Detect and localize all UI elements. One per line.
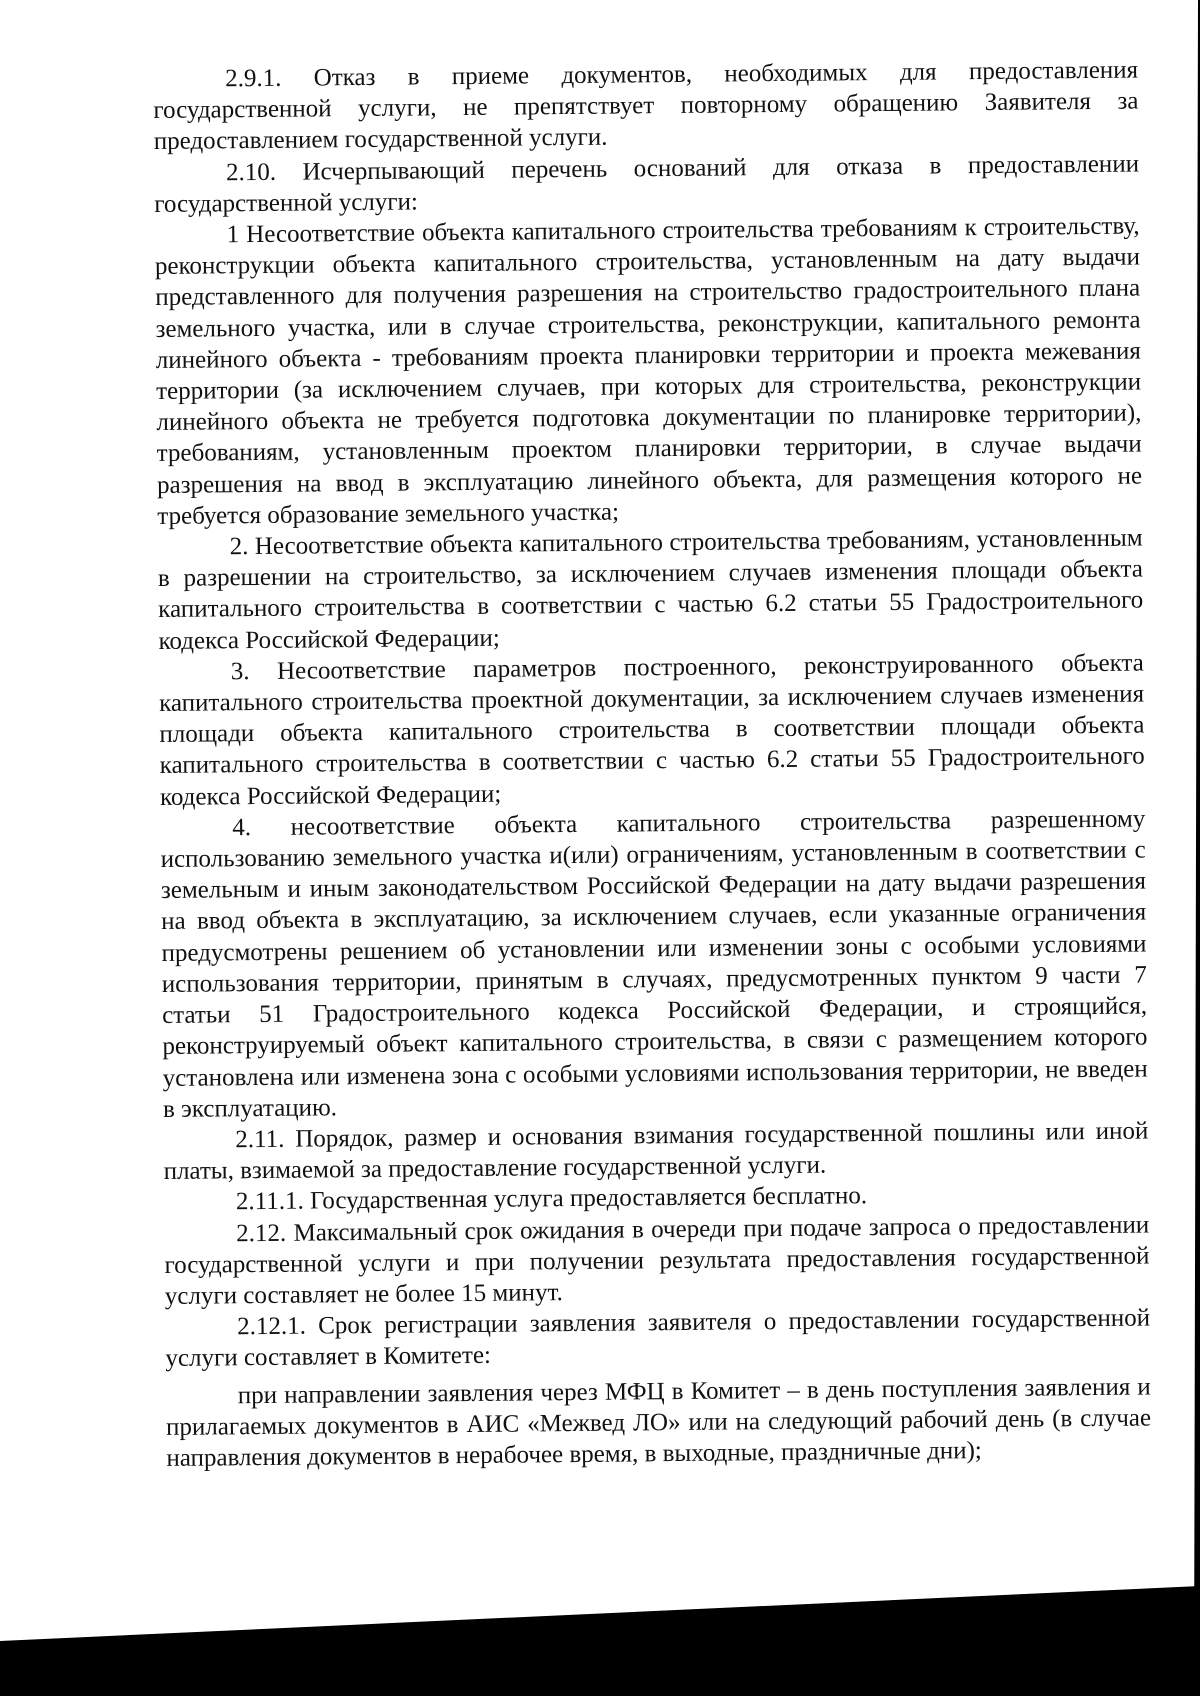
scan-bottom-border	[0, 1586, 1200, 1696]
paragraph-mfc-submission: при направлении заявления через МФЦ в Комитет – в день поступления заявления и прилагаемых документов в АИС «Межвед ЛО» или на следующий рабочий день (в случае направления документов в нерабочее время, в выходные, праздничные дни);	[165, 1373, 1152, 1472]
paragraph-2-10: 2.10. Исчерпывающий перечень оснований для отказа в предоставлении государственной услуги:	[154, 150, 1140, 218]
document-body	[153, 55, 1151, 1475]
scan-shadow-edge	[1194, 0, 1200, 1696]
paragraph-ground-1: 1 Несоответствие объекта капитального строительства требованиям к строительству, реконструкции объекта капитального строительства, установленным на дату выдачи представленного для получения разрешения на строительство градостроительного плана земельного участка, или в случае строительства, реконструкции, капитального ремонта линейного объекта - требованиям проекта планировки территории и проекта межевания территории (за исключением случаев, при которых для строительства, реконструкции линейного объекта не требуется подготовка документации по планировке территории), требованиям, установленным проектом планировки территории, в случае выдачи разрешения на ввод в эксплуатацию линейного объекта, для размещения которого не требуется образование земельного участка;	[154, 212, 1143, 530]
paragraph-2-12: 2.12. Максимальный срок ожидания в очереди при подаче запроса о предоставлении государственной услуги и при получении результата предоставления государственной услуги составляет не более 15 минут.	[164, 1211, 1150, 1310]
paragraph-ground-4: 4. несоответствие объекта капитального строительства разрешенному использованию земельного участка и(или) ограничениям, установленным в соответствии с земельным и иным законодательством Российской Федерации на дату выдачи разрешения на ввод объекта в эксплуатацию, за исключением случаев, если указанные ограничения предусмотрены решением об установлении или изменении зоны с особыми условиями использования территории, принятым в случаях, предусмотренных пунктом 9 части 7 статьи 51 Градостроительного кодекса Российской Федерации, и строящийся, реконструируемый объект капитального строительства, в связи с размещением которого установлена или изменена зона с особыми условиями использования территории, не введен в эксплуатацию.	[160, 805, 1148, 1123]
paragraph-2-9-1: 2.9.1. Отказ в приеме документов, необходимых для предоставления государственной услуги, не препятствует повторному обращению Заявителя за предоставлением государственной услуги.	[153, 56, 1139, 156]
paragraph-ground-3: 3. Несоответствие параметров построенного, реконструированного объекта капитального строительства проектной документации, за исключением случаев изменения площади объекта капитального строительства в соответствии площади объекта капитального строительства в соответствии с частью 6.2 статьи 55 Градостроительного кодекса Российской Федерации;	[159, 649, 1145, 811]
paragraph-2-11-1: 2.11.1. Государственная услуга предоставляется бесплатно.	[235, 1182, 868, 1216]
paragraph-2-12-1: 2.12.1. Срок регистрации заявления заявителя о предоставлении государственной услуги составляет в Комитете:	[165, 1304, 1151, 1373]
paragraph-ground-2: 2. Несоответствие объекта капитального строительства требованиям, установленным в разрешении на строительство, за исключением случаев изменения площади объекта капитального строительства в соответствии с частью 6.2 статьи 55 Градостроительного кодекса Российской Федерации;	[157, 524, 1144, 655]
paragraph-2-11: 2.11. Порядок, размер и основания взимания государственной пошлины или иной платы, взимаемой за предоставление государственной услуги.	[163, 1117, 1149, 1186]
